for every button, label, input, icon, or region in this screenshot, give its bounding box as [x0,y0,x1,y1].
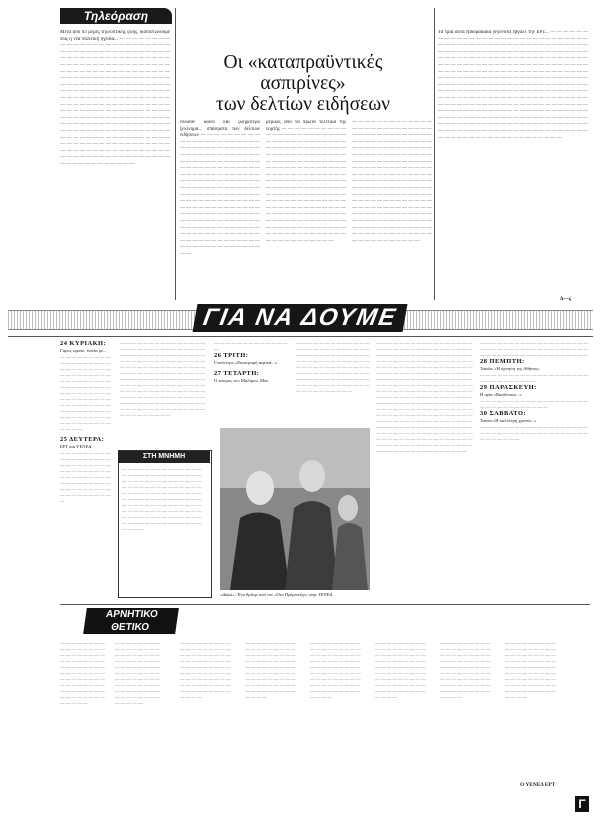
article-lead-1: Μετά από 93 μέρες τηλεοπτικής ζωής, διαπιστώνουμε πως η νέα πολιτική ηγεσία... [60,30,170,42]
article-lead-5: Τα τρία αυτά εβδομαδιαία γεγονότα έβγαλε την ΕΡΤ... [438,30,549,35]
memorial-title: ΣΤΗ ΜΝΗΜΗ [118,451,210,463]
banner-title: ΓΙΑ ΝΑ ΔΟΥΜΕ [193,304,408,332]
day-heading: 24 ΚΥΡΙΑΚΗ: [60,340,107,347]
day-text: Ο κόσμος του Μαλίμου. Μαι [214,378,268,383]
ratings-column: — — — — — — — — — — — — — — — — — — — — — — — — — — — — — — — — — — — — — — — — — — — — — — — — — — — — — — — — — — — — — — — — — — — — — — — — — — — — — — — — — — — — — [505,640,556,699]
ratings-column: — — — — — — — — — — — — — — — — — — — — — — — — — — — — — — — — — — — — — — — — — — — — — — — — — — — — — — — — — — — — — — — — — — — — — — — — — — — — — — — — — — — — — [310,640,361,699]
ratings-footer: Ο ΥΕΝΕΔ ΕΡΤ [520,782,556,788]
column-divider [175,8,176,300]
signature: Δ—ς [560,296,572,302]
article-column-5 [438,30,588,298]
filler-text: — — — — — — — — — — — — — — — — — — — — — — — — — — — — — — — [480,398,588,409]
section-label: Τηλεόραση [60,8,172,24]
article-lead-2: έδωσαν καινό και ζωηρότερο ξεκίνημα... σπάσματα των δελτίων ειδήσεων [180,120,260,139]
schedule-column-6 [480,340,590,600]
day-heading: 29 ΠΑΡΑΣΚΕΥΗ: [480,384,537,391]
filler-text: — — — — — — — — — — — — — — — — — — — — — — — — — — — — — [480,372,588,383]
filler-text: — — — — — — — — — — — — — — — — — — — — — — — — — — — — — — — — — — — — — — — — — — — — — [480,424,588,441]
day-heading: 26 ΤΡΙΤΗ: [214,352,249,359]
photo-caption: «Διψώ»: Ένα θρίλερ από τον «Ότο Πρέμιντζερ» στην ΥΕΝΕΔ [220,592,333,597]
ratings-columns [60,640,590,790]
headline [178,52,428,115]
filler-text: — — — — — — — — — — — — — — — — — — — — — — — — — — — — — — — — — — — — — — — — — — — — — — — — — — — — — — — — — — — — — — — — — — — — — — — — — — — — — — — — — — — — — — — — — — — — — — — — — — — — — — — — — — — — — — — — — — — — — — — — — — — — — — — — — — — — — — — — — — — — — — — — — — — — — — — — — — — — — — — — — — — — — — — — — — — — — — — — — — — — — — — — — — — — — — — — — — — — — — — — — — — — — — — — — — — — — — — — — — — — — — — — — — — — — — — — — — — — — — — — — — — — — — — — — — — — — — — — — — — — — — — — — — — — — — — — — — — — — — — — — — — — — — — — — — — — — — — — — — — — — — — — — — — — — — — — — — — — — — — — — — — — — — — — — — — — — — — — — — — — — — — — — — — — — — — — — — — — — — — — — — — — — — — — — — — — — — — — — — — — — — — — — — [438,30,588,141]
day-heading: 27 ΤΕΤΑΡΤΗ: [214,370,260,377]
schedule-column-3 [214,340,292,424]
section-divider [60,604,590,605]
day-text: Γάμος ωραίο, ταινία με... [60,348,107,353]
schedule-column-5: — — — — — — — — — — — — — — — — — — — — — — — — — — — — — — — — — — — — — — — — — — — — — — — — — — — — — — — — — — — — — — — — — — — — — — — — — — — — — — — — — — — — — — — — — — — — — — — — — — — — — — — — — — — — — — — — — — — — — — — — — — — — — — — — — — — — — — — — — — — — — — — — — — — — — — — — — — — — — — — — — — — — — — — — — — — — — — — — — — — — — — — — — — — — — — — — — — — — — — — — — — — — — — — — — — — — — — — — — — — — — — — — — — — — — — — — — — — — — — — — — — — — — — — — — — — — — — — — — — — — — — — — — — — — — — — — — — — — — — — — — — — — — — — — — — — — — — — — — — — — — — — — — — — — — — — — — — — — — — — — — — [376,340,473,453]
filler-text: — — — — — — — — — — — — — — — — — — — — — — — — — — — — — — — — — — — — — — — — — — — — — — — — — — — — — — — — — — — — — — — — — — — — — — — — — — — — — — — — — — — — — — — — — — — — — — — — — — — — — — — — — — — — — — — — — — — — — — — — — — — — — — — — — — — — — — — — — — — — — — — — — — — — — — — — — — — — — — — — — — — — — — — — — — — — — — — — — — — — — — — — — — — — — — — — — — — — — — — — — — — — — — — — — — — — — — — — — — — — — — — — — — — — — — — — — — — — — — — — — — — — — — — — — — — — — — — — — — — — — — — — — — — — — — — — — — — — — — — — — — — — — — — — — — — — — — — — — — — — — — — — — — — — — — — — — — — — — — — — — — — — — — [60,36,170,167]
article-lead-3: μερικά, από τα πρώτα τελετικά της εορτής [266,120,346,132]
ratings-column: — — — — — — — — — — — — — — — — — — — — — — — — — — — — — — — — — — — — — — — — — — — — — — — — — — — — — — — — — — — — — — — — — — — — — — — — — — — — — — — — — — — — — [180,640,231,699]
article-column-2 [180,120,260,300]
ratings-column: — — — — — — — — — — — — — — — — — — — — — — — — — — — — — — — — — — — — — — — — — — — — — — — — — — — — — — — — — — — — — — — — — — — — — — — — — — — — — — — — — — — — — [375,640,426,699]
photo-figures [220,428,370,590]
article-column-1 [60,30,170,270]
filler-text: — — — — — — — — — — — — — — — — — — — — — — — — — — — — — — — — — — — — — — — — — — — — — — — — — — — — — — — — — — — — — — — — — — — — — — — — — [60,450,111,503]
article-column-3 [266,120,346,300]
ratings-title-negative: ΑΡΝΗΤΙΚΟ [105,609,159,620]
section-divider [8,336,593,337]
filler-text: — — — — — — — — — — — — — — — — — — — — — — — — — — — — — — — — — — — — — — — — — — — — — — — — — — — — — — — — — — — — — — — — — — — — — — — — — — — — — — — — — — — — — — — — — — — — — — — — — — — — — — — — — — — — — — — — — — — — — — — — — — — — — — — — — — — — — — — — — — — — — — — — — — — — — — — — — — — — — — — — — — — — — — — — — — — — — — — — — — — — — — — — — — — — — — — — — — — — — — — — — — — — — — — — — — — — — — — — — — — — — — — — — — — — — [266,126,346,244]
headline-line-3: των δελτίων ειδήσεων [216,94,390,115]
filler-text: — — — — — — — — — — — — — — [214,340,288,351]
ratings-column: — — — — — — — — — — — — — — — — — — — — — — — — — — — — — — — — — — — — — — — — — — — — — — — — — — — — — — — — — — — — — — — — — — — — — — — — — — — — — — — — — — — — — [115,640,160,705]
ratings-column: — — — — — — — — — — — — — — — — — — — — — — — — — — — — — — — — — — — — — — — — — — — — — — — — — — — — — — — — — — — — — — — — — — — — — — — — — — — — — — — — — — — — — [60,640,105,705]
day-heading: 28 ΠΕΜΠΤΗ: [480,358,525,365]
day-text: Η αγία «Βασίλισσα...» [480,392,522,397]
day-heading: 25 ΔΕΥΤΕΡΑ: [60,436,105,443]
article-column-4 [352,120,432,300]
ratings-banner [83,608,179,634]
filler-text: — — — — — — — — — — — — — — — — — — — — — — — — — — — — — — — — — — — — — — — — — — — — — — — — — — — — — — — — — [480,340,588,357]
ratings-column: — — — — — — — — — — — — — — — — — — — — — — — — — — — — — — — — — — — — — — — — — — — — — — — — — — — — — — — — — — — — — — — — — — — — — — — — — — — — — — — — — — — — — [245,640,296,699]
day-text: Γουέστερν «Επιστροφή αερικά...» [214,360,277,365]
schedule-column-1 [60,340,116,600]
schedule-column-2: — — — — — — — — — — — — — — — — — — — — — — — — — — — — — — — — — — — — — — — — — — — — — — — — — — — — — — — — — — — — — — — — — — — — — — — — — — — — — — — — — — — — — — — — — — — — — — — — — — — — — — — — — — — — — — — — — — — — — — — — — — — — — — — — — — — — — — — — — — — — — — — — — — — — — — — — — — — — — — — — — — — — — — — — — — — — — — — — — — — — — — — — — — — — — [120,340,205,417]
filler-text: — — — — — — — — — — — — — — — — — — — — — — — — — — — — — — — — — — — — — — — — — — — — — — — — — — — — — — — — — — — — — — — — — — — — — — — — — — — — — — — — — — — — — — — — — — — — — — — — — — — — — — — — — — — — — — — — — — — — — — — — — — — — — — — — — — — — — — — — — — — — — — — — — — — — — — — — — — — — — — — — — — — — — — — — — — — — — — — — — — — — — — — — — — — — — — — — — — — — — — — — — — — — — — — — — — — — — — — — — — — — — — — — — — — — — — — — — — — — — — — — — — — — — [352,120,432,244]
ratings-title-positive: ΘΕΤΙΚΟ [110,622,150,633]
memorial-text: — — — — — — — — — — — — — — — — — — — — — — — — — — — — — — — — — — — — — — — — — — — — — — — — — — — — — — — — — — — — — — — — — — — — — — — — — — — — — — — — — — — — — — — — — — — — — — — — — — — — — — — — — — — — — — — — — — — — — — — — — — — — — — — — — — — — — — — — — — — — — — — — [122,466,202,531]
film-still-photo [220,428,370,590]
column-divider [434,8,435,300]
filler-text: — — — — — — — — — — — — — — — — — — — — — — — — — — — — — — — — — — — — — — — — — — — — — — — — — — — — — — — — — — — — — — — — — — — — — — — — — — — — — — — — — — — — — — — — — — — — — — — — — — — — — — — — — — — — — — — — — — — — — — — — — — — — — — — — — — — — — — — — — — — — — — — — — — — — — — — — — — — — — — — — — — — — — — — — — — — — — — — — — — — — — — — — — — — — — — — — — — — — — — — — — — — — — — — — — — — — — — — — — — — — — — — — — — — — — — — — [180,133,260,257]
day-text: Ταινία: «Η άρνηση της Αθήνας» [480,366,540,371]
day-text: Ταινία «Η καλύτερη χρονιά...» [480,418,537,423]
headline-line-1: Οι «καταπραϋντικές [223,52,383,73]
ratings-column: — — — — — — — — — — — — — — — — — — — — — — — — — — — — — — — — — — — — — — — — — — — — — — — — — — — — — — — — — — — — — — — — — — — — — — — — — — — — — — — — — — — — — [440,640,491,699]
day-heading: 30 ΣΑΒΒΑΤΟ: [480,410,527,417]
page-letter: Γ [575,796,589,812]
day-text: ΕΡΤ και ΥΕΝΕΔ. [60,444,93,449]
filler-text: — — — — — — — — — — — — — — — — — — — — — — — — — — — — — — — — — — — — — — — — — — — — — — — — — — — — — — — — — — — — — — — — — — — — — — — — — — — — — — — — — — — — — — — — — — — — — — — — — — — — — — — — — — — — — — — — [60,354,111,431]
headline-line-2: ασπιρίνες» [260,73,346,94]
schedule-column-4: — — — — — — — — — — — — — — — — — — — — — — — — — — — — — — — — — — — — — — — — — — — — — — — — — — — — — — — — — — — — — — — — — — — — — — — — — — — — — — — — — — — — — — — — — — — — — — — — — — — — — — — — — — — — — — — — — — [296,340,370,393]
